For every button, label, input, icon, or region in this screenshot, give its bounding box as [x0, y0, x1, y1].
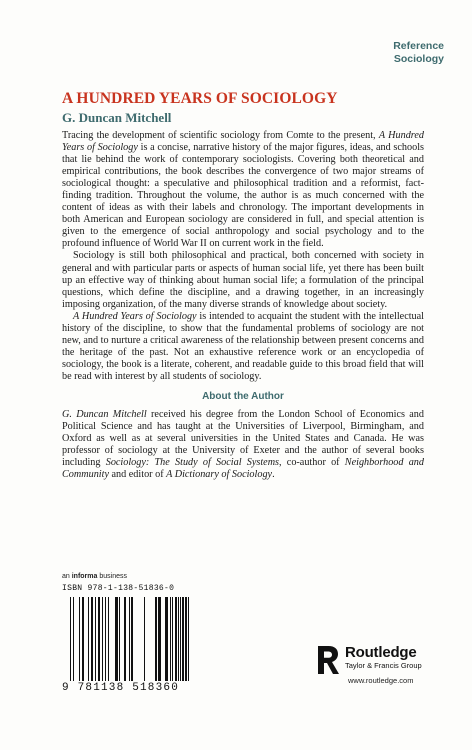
barcode-bar	[79, 597, 80, 681]
routledge-logo-icon	[316, 644, 340, 676]
barcode-bar	[95, 597, 96, 681]
barcode-bar	[102, 597, 103, 681]
barcode-bar	[175, 597, 177, 681]
barcode-bar	[144, 597, 145, 681]
barcode-bar	[178, 597, 179, 681]
barcode-bar	[115, 597, 118, 681]
blurb-paragraph-2: Sociology is still both philosophical and practical, both concerned with society in general and with particular parts or aspects of human social life, yet there has been built up an effective way of thinking about human social life; a formulation of the principal questions, which define the discipline, and a drawing together, in an increasingly imposing organization, of the many diverse strands of knowledge about society.	[62, 250, 424, 310]
barcode-bar	[98, 597, 100, 681]
blurb	[62, 130, 424, 481]
barcode-bar	[170, 597, 171, 681]
barcode-bar	[182, 597, 184, 681]
publisher-group: Taylor & Francis Group	[345, 661, 422, 670]
barcode-bar	[108, 597, 109, 681]
book-title: A HUNDRED YEARS OF SOCIOLOGY	[62, 90, 338, 107]
barcode-image	[70, 597, 192, 681]
barcode-bar	[180, 597, 181, 681]
barcode-bar	[88, 597, 89, 681]
category-label	[393, 40, 444, 66]
category-reference: Reference	[393, 40, 444, 52]
barcode-bar	[172, 597, 173, 681]
barcode-bar	[185, 597, 187, 681]
barcode-number: 9 781138 518360	[62, 682, 180, 694]
barcode-bar	[70, 597, 71, 681]
publisher-website[interactable]: www.routledge.com	[348, 676, 414, 685]
barcode-bar	[73, 597, 74, 681]
barcode-bar	[82, 597, 84, 681]
barcode-bar	[155, 597, 157, 681]
barcode-bar	[188, 597, 189, 681]
barcode-bar	[124, 597, 126, 681]
barcode-bar	[105, 597, 106, 681]
barcode-bar	[165, 597, 168, 681]
isbn-text: ISBN 978-1-138-51836-0	[62, 584, 175, 593]
barcode-bar	[158, 597, 161, 681]
about-author-text: G. Duncan Mitchell received his degree from the London School of Economics and Political Science and has taught at the Universities of Liverpool, Birmingham, and Oxford as well as at several universities in the United States and Canada. He was professor of sociology at the University of Exeter and the author of several books including Sociology: The Study of Social Systems, co-author of Neighborhood and Community and editor of A Dictionary of Sociology.	[62, 409, 424, 481]
blurb-paragraph-1: Tracing the development of scientific sociology from Comte to the present, A Hundred Years of Sociology is a concise, narrative history of the major figures, ideas, and schools that lie behind the work of contemporary sociologists. Covering both theoretical and empirical contributions, the book describes the convergence of two major streams of sociological thought: a speculative and philosophical tradition and a reformist, fact-finding tradition. Throughout the volume, the author is as much concerned with the content of ideas as with their labels and chronology. The important developments in both American and European sociology are considered in full, and special attention is given to the emergence of social anthropology and social psychology and to the profound influence of World War II on current work in the field.	[62, 130, 424, 250]
publisher-block	[345, 645, 422, 671]
barcode-bar	[119, 597, 120, 681]
informa-business-label: an informa business	[62, 573, 127, 580]
about-author-heading: About the Author	[202, 390, 284, 402]
publisher-name: Routledge	[345, 644, 417, 661]
barcode-bar	[131, 597, 133, 681]
category-sociology: Sociology	[393, 53, 444, 65]
blurb-paragraph-3: A Hundred Years of Sociology is intended to acquaint the student with the intellectual history of the discipline, to show that the fundamental problems of sociology are not new, and to nurture a critical awareness of the relationship between present concerns and the heritage of the past. Not an exhaustive reference work or an encyclopedia of sociology, the book is a literate, coherent, and readable guide to this broad field that will be read with interest by all students of sociology.	[62, 310, 424, 382]
barcode-bar	[91, 597, 93, 681]
book-author: G. Duncan Mitchell	[62, 110, 172, 125]
barcode-bar	[129, 597, 130, 681]
